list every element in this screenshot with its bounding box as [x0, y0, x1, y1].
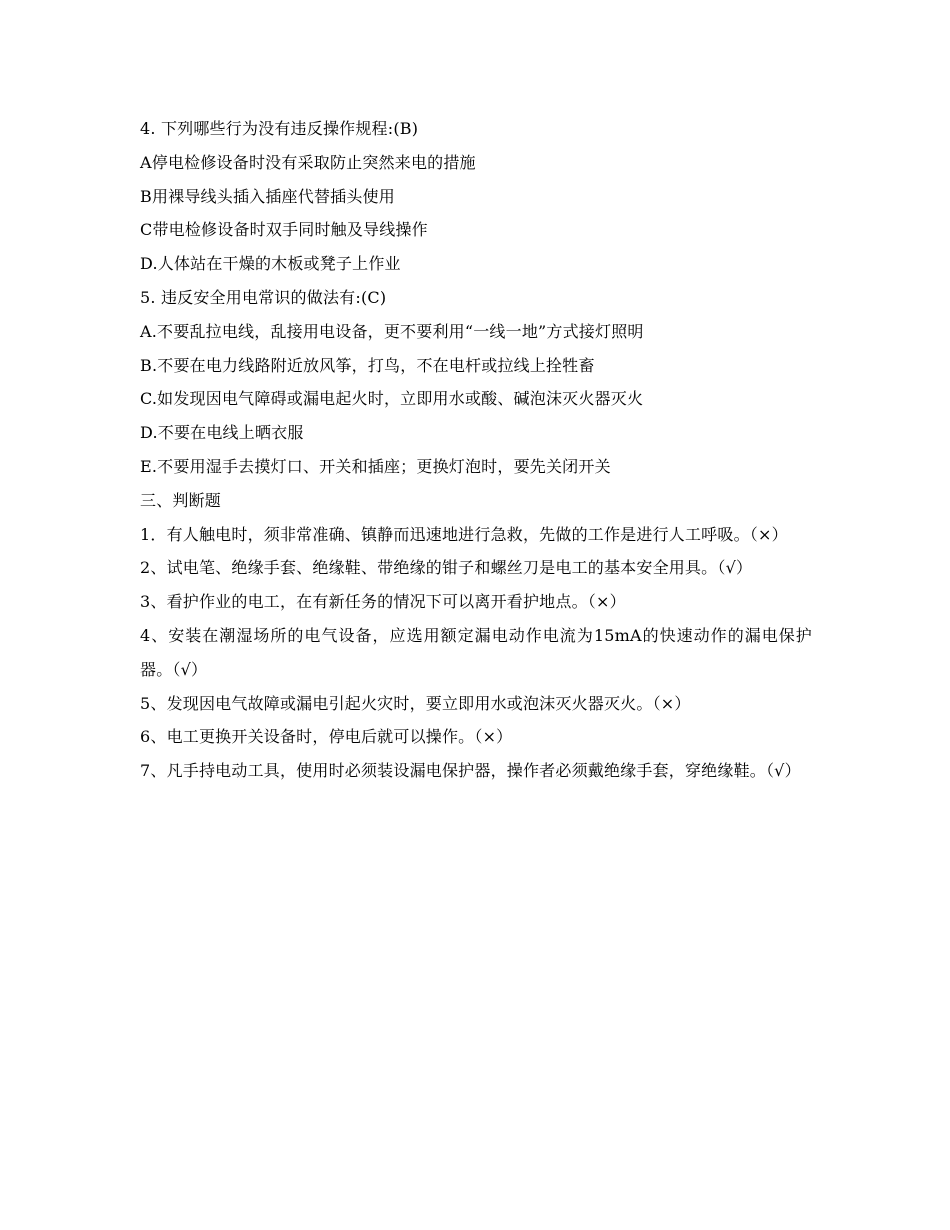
tf-item-3: 3、看护作业的电工，在有新任务的情况下可以离开看护地点。（×）: [140, 592, 626, 612]
question-4-option-b: B用裸导线头插入插座代替插头使用: [140, 186, 395, 206]
question-5-stem: 5. 违反安全用电常识的做法有:(C): [140, 287, 387, 307]
question-5-option-b: B.不要在电力线路附近放风筝，打鸟，不在电杆或拉线上拴牲畜: [140, 355, 595, 375]
question-4-option-d: D.人体站在干燥的木板或凳子上作业: [140, 254, 401, 274]
tf-item-7: 7、凡手持电动工具，使用时必须装设漏电保护器，操作者必须戴绝缘手套，穿绝缘鞋。（√）: [140, 761, 801, 781]
question-4-option-c: C带电检修设备时双手同时触及导线操作: [140, 220, 428, 240]
tf-item-5: 5、发现因电气故障或漏电引起火灾时，要立即用水或泡沫灭火器灭火。（×）: [140, 693, 691, 713]
question-4-stem: 4. 下列哪些行为没有违反操作规程:(B): [140, 119, 419, 138]
question-5-option-e: E.不要用湿手去摸灯口、开关和插座；更换灯泡时，要先关闭开关: [140, 456, 611, 476]
section-heading-true-false: 三、判断题: [140, 490, 222, 510]
tf-item-4: 4、安装在潮湿场所的电气设备，应选用额定漏电动作电流为15mA的快速动作的漏电保护器。（√）: [140, 625, 812, 679]
tf-item-2: 2、试电笔、绝缘手套、绝缘鞋、带绝缘的钳子和螺丝刀是电工的基本安全用具。（√）: [140, 558, 753, 578]
question-5-option-d: D.不要在电线上晒衣服: [140, 423, 304, 443]
document-page: [140, 112, 812, 788]
question-5-option-a: A.不要乱拉电线，乱接用电设备，更不要利用“一线一地”方式接灯照明: [140, 321, 644, 341]
tf-item-6: 6、电工更换开关设备时，停电后就可以操作。（×）: [140, 727, 513, 747]
question-4-option-a: A停电检修设备时没有采取防止突然来电的措施: [140, 152, 476, 172]
question-5-option-c: C.如发现因电气障碍或漏电起火时，立即用水或酸、碱泡沫灭火器灭火: [140, 389, 644, 409]
tf-item-1: 1．有人触电时，须非常准确、镇静而迅速地进行急救，先做的工作是进行人工呼吸。（×）: [140, 524, 788, 544]
